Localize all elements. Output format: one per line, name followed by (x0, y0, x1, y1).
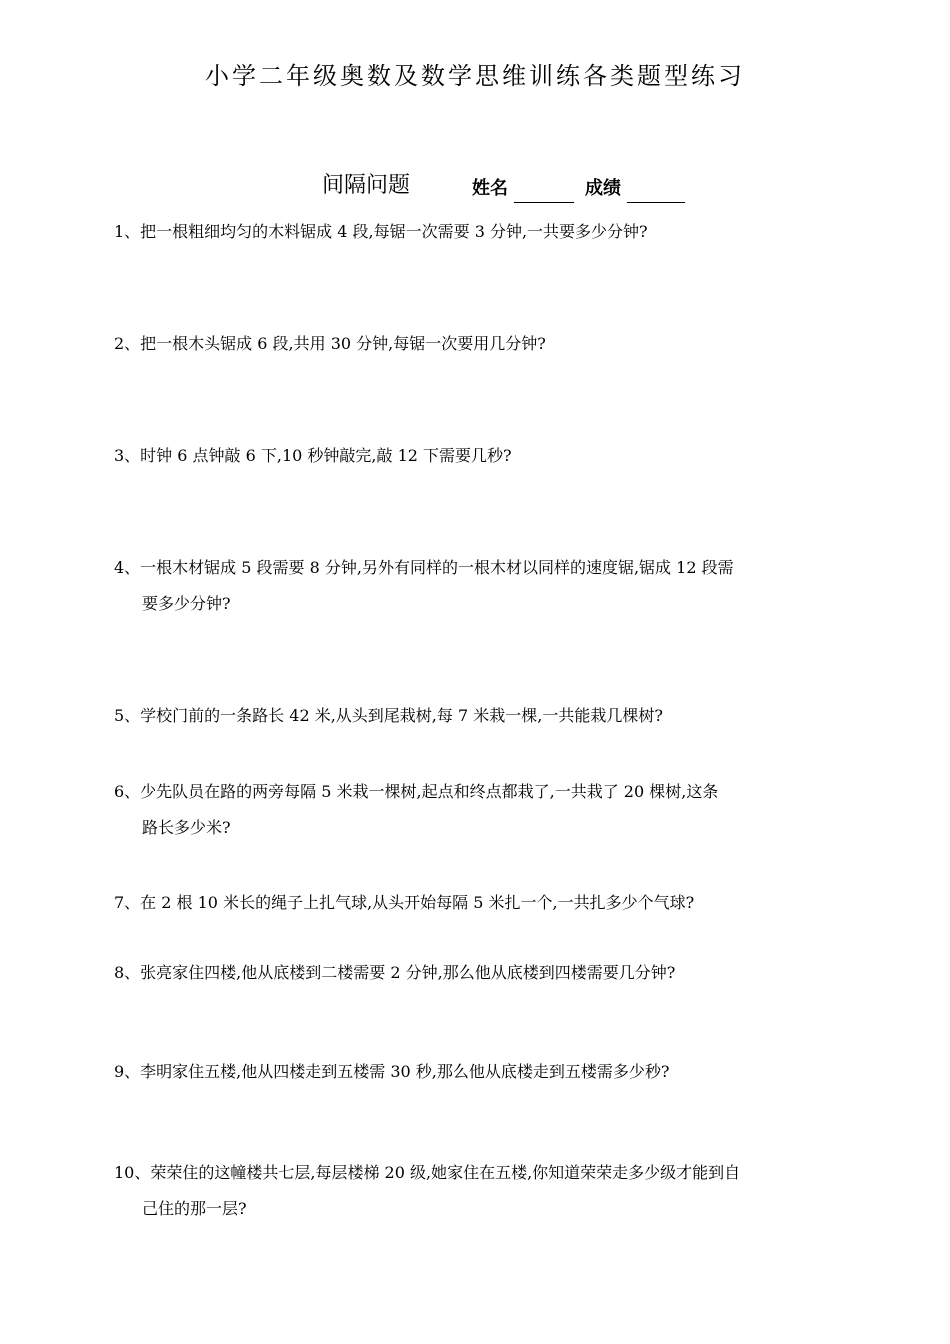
question-3 (114, 438, 844, 474)
question-text: 7、在 2 根 10 米长的绳子上扎气球,从头开始每隔 5 米扎一个,一共扎多少个气球? (114, 893, 695, 912)
question-text: 4、一根木材锯成 5 段需要 8 分钟,另外有同样的一根木材以同样的速度锯,锯成 12 段需 (114, 558, 734, 577)
question-6 (114, 774, 844, 846)
score-blank-line[interactable] (627, 202, 685, 203)
name-blank-line[interactable] (514, 202, 574, 203)
question-text: 10、荣荣住的这幢楼共七层,每层楼梯 20 级,她家住在五楼,你知道荣荣走多少级才能到自 (114, 1163, 741, 1182)
section-title: 间隔问题 (322, 173, 411, 198)
question-4 (114, 550, 844, 622)
subheader (0, 166, 950, 206)
question-text: 8、张亮家住四楼,他从底楼到二楼需要 2 分钟,那么他从底楼到四楼需要几分钟? (114, 963, 676, 982)
question-1 (114, 214, 844, 250)
question-text-continued: 要多少分钟? (142, 594, 231, 613)
question-text: 9、李明家住五楼,他从四楼走到五楼需 30 秒,那么他从底楼走到五楼需多少秒? (114, 1062, 670, 1081)
question-2 (114, 326, 844, 362)
name-label: 姓名 (472, 178, 508, 199)
question-text: 5、学校门前的一条路长 42 米,从头到尾栽树,每 7 米栽一棵,一共能栽几棵树? (114, 706, 663, 725)
question-text-continued: 己住的那一层? (142, 1199, 247, 1218)
question-text-continued: 路长多少米? (142, 818, 231, 837)
question-5 (114, 698, 844, 734)
document-title: 小学二年级奥数及数学思维训练各类题型练习 (205, 62, 745, 90)
question-9 (114, 1054, 844, 1090)
question-text: 3、时钟 6 点钟敲 6 下,10 秒钟敲完,敲 12 下需要几秒? (114, 446, 512, 465)
question-7 (114, 885, 844, 921)
question-10 (114, 1155, 844, 1227)
question-8 (114, 955, 844, 991)
question-text: 1、把一根粗细均匀的木料锯成 4 段,每锯一次需要 3 分钟,一共要多少分钟? (114, 222, 648, 241)
question-text: 2、把一根木头锯成 6 段,共用 30 分钟,每锯一次要用几分钟? (114, 334, 546, 353)
score-label: 成绩 (585, 178, 621, 199)
question-text: 6、少先队员在路的两旁每隔 5 米栽一棵树,起点和终点都栽了,一共栽了 20 棵树,这条 (114, 782, 719, 801)
